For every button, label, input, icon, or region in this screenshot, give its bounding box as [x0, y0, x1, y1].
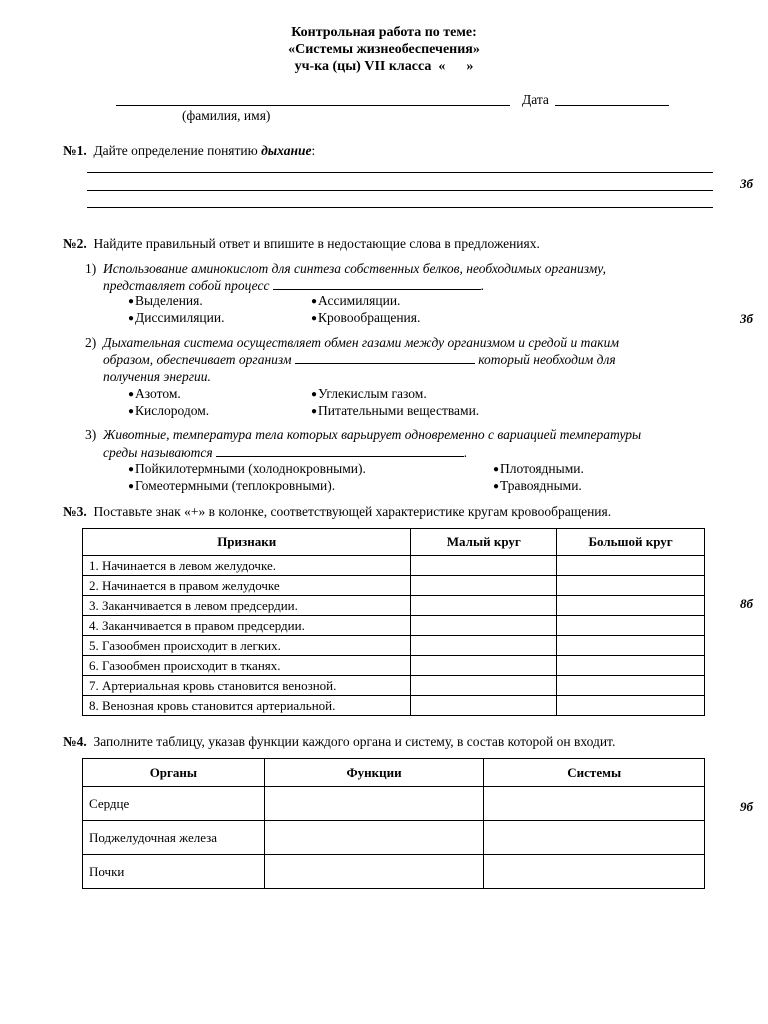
small-circle-cell[interactable]	[411, 696, 557, 716]
small-circle-cell[interactable]	[411, 676, 557, 696]
row-label: 3. Заканчивается в левом предсердии.	[83, 596, 411, 616]
table-row	[83, 596, 705, 616]
col-header-systems: Системы	[484, 759, 705, 787]
big-circle-cell[interactable]	[557, 556, 705, 576]
q2-item3-line1: Животные, температура тела которых варьирует одновременно с вариацией температуры	[103, 427, 642, 442]
q2-item3-blank[interactable]	[216, 444, 464, 457]
table-row	[83, 616, 705, 636]
row-label: 1. Начинается в левом желудочке.	[83, 556, 411, 576]
big-circle-cell[interactable]	[557, 676, 705, 696]
q2-item3-option-3: ● Гомеотермными (теплокровными).	[128, 478, 335, 494]
col-header-organs: Органы	[83, 759, 265, 787]
big-circle-cell[interactable]	[557, 636, 705, 656]
table-row	[83, 576, 705, 596]
q2-item2-end: который необходим для	[478, 352, 616, 367]
col-header-signs: Признаки	[83, 529, 411, 556]
q2-item1-option-3: ● Диссимиляции.	[128, 310, 224, 326]
small-circle-cell[interactable]	[411, 656, 557, 676]
organs-table	[82, 758, 705, 889]
big-circle-cell[interactable]	[557, 656, 705, 676]
q4-number: №4.	[63, 734, 87, 749]
q2-item2-line2	[103, 351, 616, 368]
col-header-small-circle: Малый круг	[411, 529, 557, 556]
table-row	[83, 676, 705, 696]
table-row	[83, 656, 705, 676]
q2-item2-option-2: ● Углекислым газом.	[311, 386, 427, 402]
q2-item1-text: представляет собой процесс	[103, 278, 270, 293]
q1-text-end: :	[311, 143, 316, 158]
col-header-big-circle: Большой круг	[557, 529, 705, 556]
organ-label: Сердце	[83, 787, 265, 821]
row-label: 7. Артериальная кровь становится венозной.	[83, 676, 411, 696]
q2-item1-option-1: ● Выделения.	[128, 293, 203, 309]
q2-item2-line1: Дыхательная система осуществляет обмен газами между организмом и средой и таким	[103, 335, 619, 350]
row-label: 4. Заканчивается в правом предсердии.	[83, 616, 411, 636]
q2-item1-line1: Использование аминокислот для синтеза собственных белков, необходимых организму,	[103, 261, 606, 276]
q1-heading	[63, 143, 315, 159]
q2-item1-option-4: ● Кровообращения.	[311, 310, 420, 326]
big-circle-cell[interactable]	[557, 576, 705, 596]
q2-item1-blank[interactable]	[273, 277, 481, 290]
q2-item3-num: 3)	[85, 427, 97, 442]
q1-answer-line-3[interactable]	[87, 207, 713, 208]
q2-item3-option-2: ● Плотоядными.	[493, 461, 584, 477]
row-label: 8. Венозная кровь становится артериальной.	[83, 696, 411, 716]
title-line-2: «Системы жизнеобеспечения»	[288, 42, 480, 57]
row-label: 2. Начинается в правом желудочке	[83, 576, 411, 596]
q2-number: №2.	[63, 236, 87, 251]
q2-item3-text: среды называются	[103, 445, 213, 460]
big-circle-cell[interactable]	[557, 596, 705, 616]
q2-item1-line2	[103, 277, 484, 294]
q4-score: 9б	[740, 799, 753, 814]
q2-item1-option-2: ● Ассимиляции.	[311, 293, 400, 309]
systems-cell[interactable]	[484, 787, 705, 821]
q2-heading	[63, 236, 540, 252]
col-header-functions: Функции	[264, 759, 484, 787]
circulation-table	[82, 528, 705, 716]
small-circle-cell[interactable]	[411, 596, 557, 616]
q1-number: №1.	[63, 143, 87, 158]
q3-number: №3.	[63, 504, 87, 519]
q2-item2-option-1: ● Азотом.	[128, 386, 181, 402]
q2-item2-option-4: ● Питательными веществами.	[311, 403, 479, 419]
q1-term: дыхание	[261, 143, 312, 158]
table-row	[83, 787, 705, 821]
table-row	[83, 855, 705, 889]
row-label: 5. Газообмен происходит в легких.	[83, 636, 411, 656]
row-label: 6. Газообмен происходит в тканях.	[83, 656, 411, 676]
big-circle-cell[interactable]	[557, 696, 705, 716]
name-blank[interactable]	[116, 105, 510, 106]
small-circle-cell[interactable]	[411, 576, 557, 596]
q2-item1-end: .	[480, 278, 485, 293]
functions-cell[interactable]	[264, 855, 484, 889]
q2-item2-line3: получения энергии.	[103, 369, 211, 384]
organs-table-header	[83, 759, 705, 787]
table-row	[83, 821, 705, 855]
date-blank[interactable]	[555, 105, 669, 106]
title-line-3: уч-ка (цы) VII класса « »	[294, 59, 474, 74]
q2-item2-blank[interactable]	[295, 351, 475, 364]
big-circle-cell[interactable]	[557, 616, 705, 636]
q2-score: 3б	[740, 311, 753, 326]
systems-cell[interactable]	[484, 855, 705, 889]
q2-item3-end: .	[464, 445, 468, 460]
date-label: Дата	[522, 92, 549, 107]
q4-text: Заполните таблицу, указав функции каждого органа и систему, в состав которой он входит.	[93, 734, 616, 749]
q1-answer-line-2[interactable]	[87, 190, 713, 191]
circulation-table-header	[83, 529, 705, 556]
name-hint: (фамилия, имя)	[182, 108, 271, 123]
q2-item3-option-1: ● Пойкилотермными (холоднокровными).	[128, 461, 366, 477]
q1-text: Дайте определение понятию	[93, 143, 262, 158]
functions-cell[interactable]	[264, 821, 484, 855]
q2-text: Найдите правильный ответ и впишите в недостающие слова в предложениях.	[93, 236, 540, 251]
organ-label: Почки	[83, 855, 265, 889]
table-row	[83, 636, 705, 656]
q1-score: 3б	[740, 176, 753, 191]
organ-label: Поджелудочная железа	[83, 821, 265, 855]
q3-heading	[63, 504, 611, 520]
systems-cell[interactable]	[484, 821, 705, 855]
q4-heading	[63, 734, 615, 750]
table-row	[83, 696, 705, 716]
table-row	[83, 556, 705, 576]
small-circle-cell[interactable]	[411, 616, 557, 636]
title-line-1: Контрольная работа по теме:	[291, 25, 477, 40]
small-circle-cell[interactable]	[411, 636, 557, 656]
q3-text: Поставьте знак «+» в колонке, соответствующей характеристике кругам кровообращения.	[93, 504, 612, 519]
q2-item1-num: 1)	[85, 261, 97, 276]
q2-item2-option-3: ● Кислородом.	[128, 403, 209, 419]
small-circle-cell[interactable]	[411, 556, 557, 576]
q2-item2-text: образом, обеспечивает организм	[103, 352, 292, 367]
q2-item2-num: 2)	[85, 335, 97, 350]
q2-item3-option-4: ● Травоядными.	[493, 478, 582, 494]
q3-score: 8б	[740, 596, 753, 611]
q1-answer-line-1[interactable]	[87, 172, 713, 173]
functions-cell[interactable]	[264, 787, 484, 821]
q2-item3-line2	[103, 444, 467, 461]
